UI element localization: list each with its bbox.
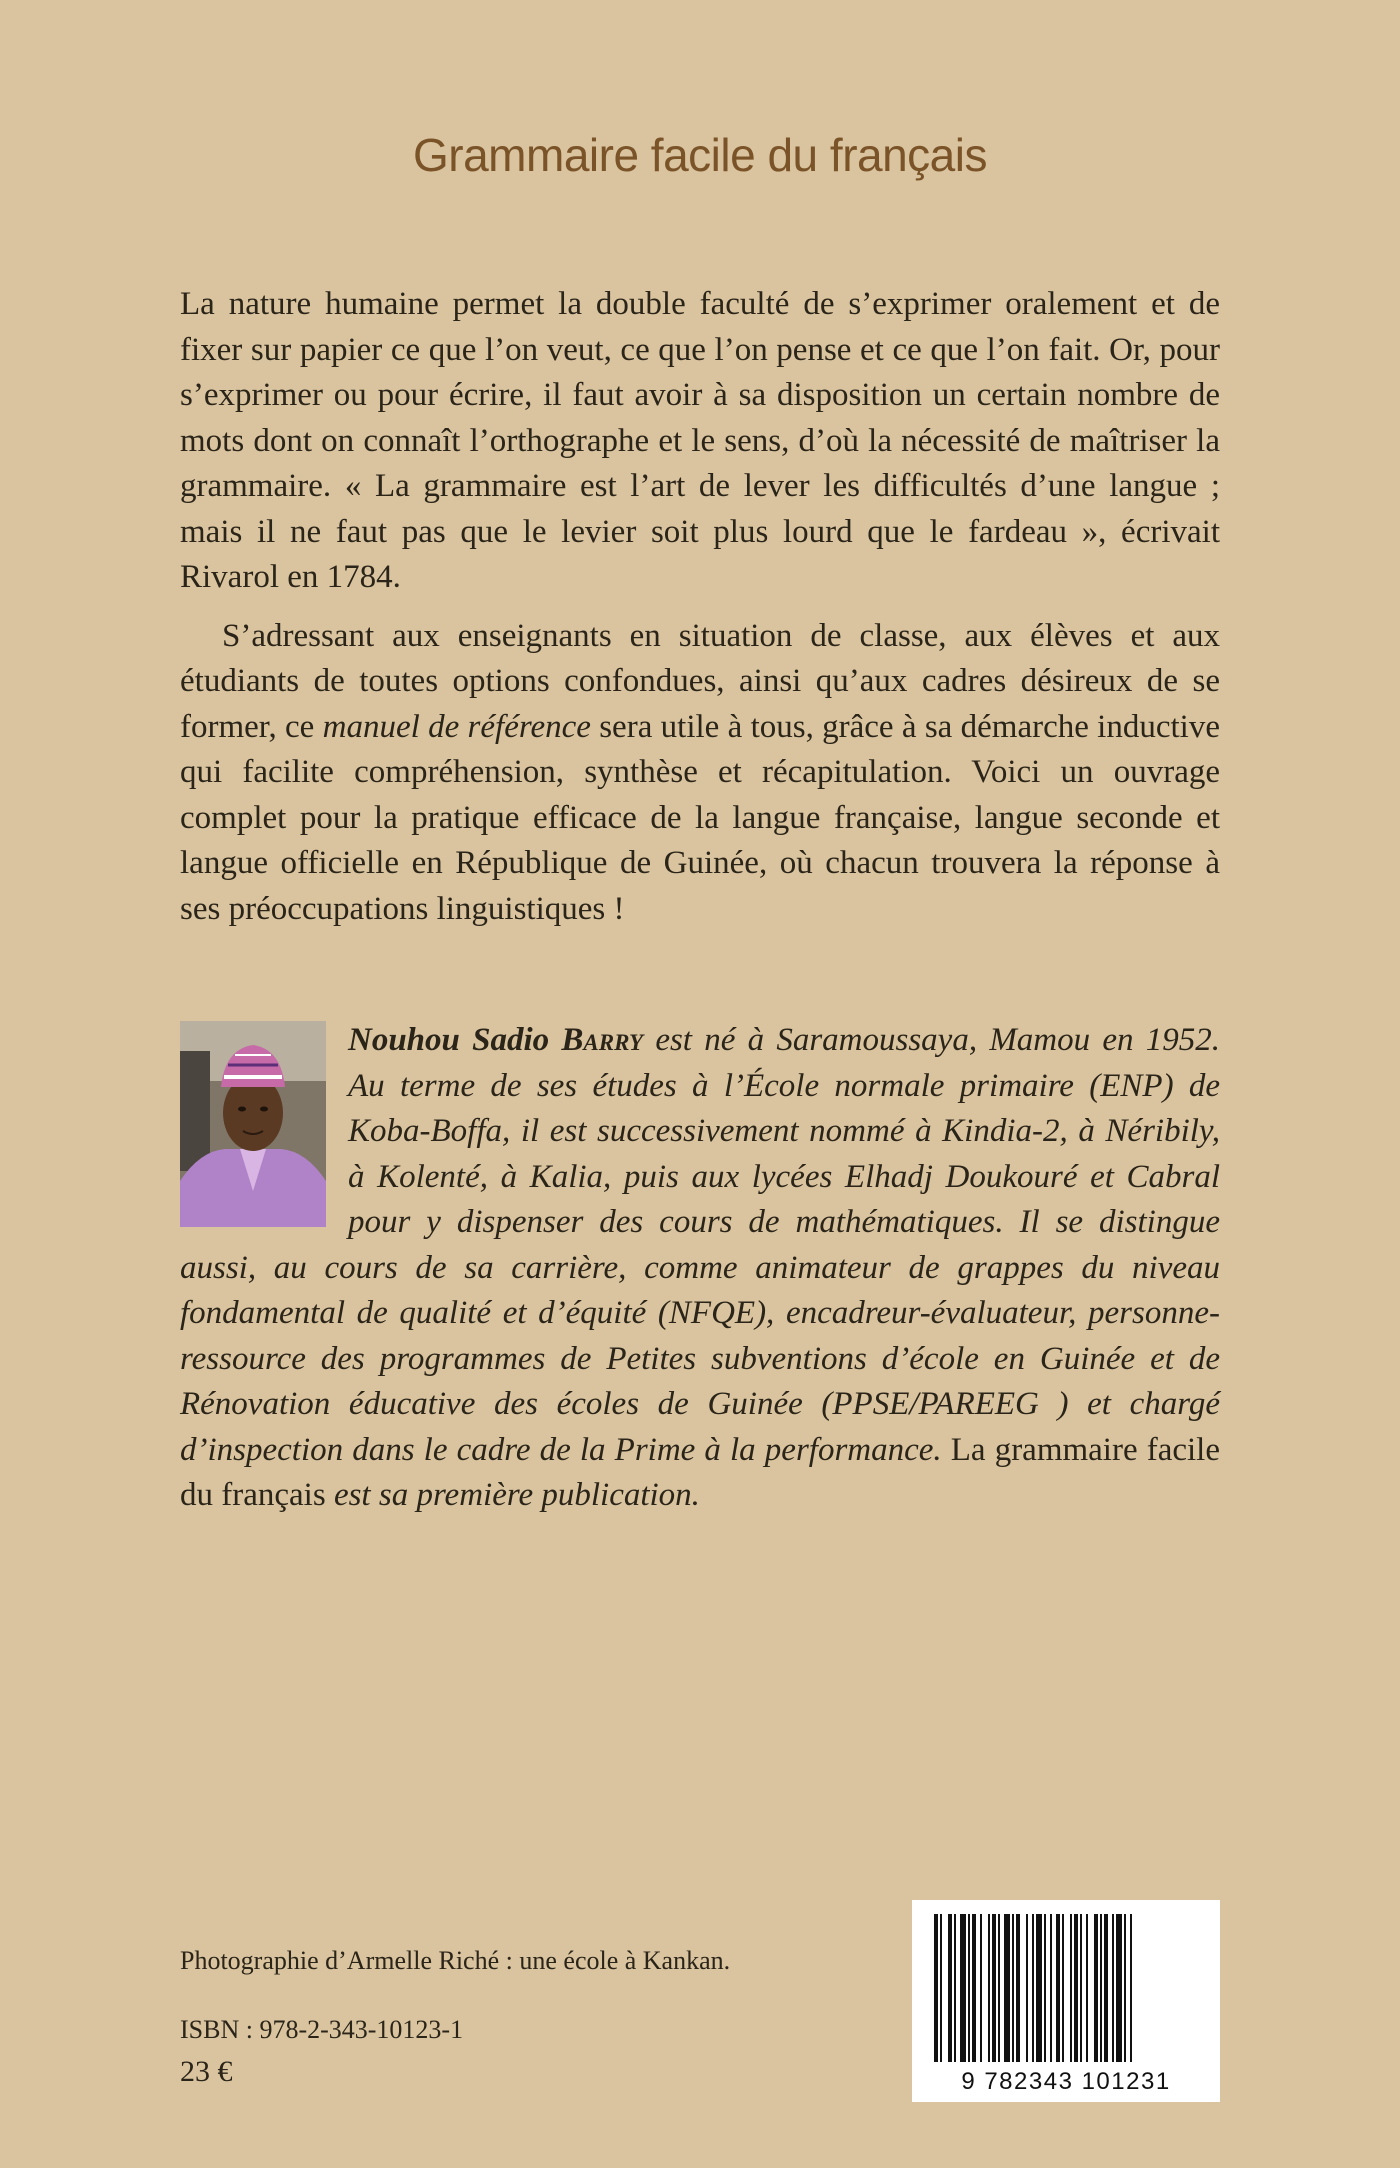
barcode-bar [934, 1914, 938, 2062]
barcode-bar [1086, 1914, 1088, 2062]
barcode-bar [1026, 1914, 1028, 2062]
author-bio-text: est né à Saramoussaya, Mamou en 1952. Au terme de ses études à l’École normale primaire (ENP) de Koba-Boffa, il est successivement nommé à Kindia-2, à Néribily, à Kolenté, à Kalia, puis aux lycées Elhadj Doukouré et Cabral pour y dispenser des cours de mathématiques. Il se distingue aussi, au cours de sa carrière, comme animateur de grappes du niveau fondamental de qualité et d’équité (NFQE), encadreur-évaluateur, personne-ressource des programmes de Petites subventions d’école en Guinée et de Rénovation éducative des écoles de Guinée (PPSE/PAREEG ) et chargé d’inspection dans le cadre de la Prime à la performance. [180, 1022, 1221, 1468]
summary-paragraph-2 [180, 614, 1220, 933]
book-title: Grammaire facile du français [413, 129, 987, 181]
barcode-bar [1044, 1914, 1046, 2062]
barcode-bar [968, 1914, 970, 2062]
barcode-bar [954, 1914, 956, 2062]
isbn: ISBN : 978-2-343-10123-1 [180, 2015, 464, 2044]
barcode-bar [948, 1914, 952, 2062]
barcode-bar [972, 1914, 976, 2062]
barcode-bar [1100, 1914, 1102, 2062]
barcode-bar [1036, 1914, 1042, 2062]
barcode-bar [1074, 1914, 1078, 2062]
barcode-bar [1124, 1914, 1126, 2062]
author-name: Nouhou Sadio Barry [348, 1022, 644, 1058]
barcode-bar [1094, 1914, 1098, 2062]
price: 23 € [180, 2055, 233, 2088]
author-bio-closing: est sa première publication. [333, 1477, 700, 1513]
author-book-title: La grammaire facile du français [180, 1431, 1220, 1513]
barcode-bar [1130, 1914, 1132, 2062]
barcode-bar [980, 1914, 982, 2062]
barcode-bar [1032, 1914, 1034, 2062]
barcode-bar [1056, 1914, 1060, 2062]
barcode-bar [1062, 1914, 1064, 2062]
barcode-bar [992, 1914, 996, 2062]
barcode-digits: 9 782343 101231 [961, 2068, 1171, 2095]
barcode-bar [1016, 1914, 1020, 2062]
author-surname: Barry [561, 1022, 644, 1058]
barcode-bar [1112, 1914, 1114, 2062]
summary-p2-after: sera utile à tous, grâce à sa démarche inductive qui facilite compréhension, synthèse et récapitulation. Voici un ouvrage complet pour la pratique efficace de la langue française, langue seconde et langue officielle en République de Guinée, où chacun trouvera la réponse à ses préoccupations linguistiques ! [180, 708, 1220, 927]
barcode-bar [1080, 1914, 1082, 2062]
author-bio [180, 1018, 1220, 1519]
author-photo [180, 1021, 326, 1227]
barcode [912, 1900, 1220, 2102]
book-summary [180, 282, 1220, 932]
barcode-bar [988, 1914, 990, 2062]
summary-paragraph-1: La nature humaine permet la double faculté de s’exprimer oralement et de fixer sur papier ce que l’on veut, ce que l’on pense et ce que l’on fait. Or, pour s’exprimer ou pour écrire, il faut avoir à sa disposition un certain nombre de mots dont on connaît l’orthographe et le sens, d’où la nécessité de maîtriser la grammaire. « La grammaire est l’art de lever les difficultés d’une langue ; mais il ne faut pas que le levier soit plus lourd que le fardeau », écrivait Rivarol en 1784. [180, 286, 1220, 595]
photo-credit: Photographie d’Armelle Riché : une école à Kankan. [180, 1946, 731, 1975]
barcode-bar [998, 1914, 1000, 2062]
barcode-bar [1004, 1914, 1010, 2062]
barcode-bars [928, 1914, 1204, 2062]
barcode-bar [1104, 1914, 1108, 2062]
barcode-bar [1012, 1914, 1014, 2062]
summary-p2-before: S’adressant aux enseignants en situation de classe, aux élèves et aux étudiants de toutes options confondues, ainsi qu’aux cadres désireux de se former, ce [180, 617, 1220, 745]
barcode-bar [1050, 1914, 1052, 2062]
barcode-bar [1070, 1914, 1072, 2062]
barcode-bar [940, 1914, 942, 2062]
barcode-bar [1116, 1914, 1122, 2062]
summary-p2-emphasis: manuel de référence [322, 708, 591, 745]
barcode-bar [960, 1914, 966, 2062]
